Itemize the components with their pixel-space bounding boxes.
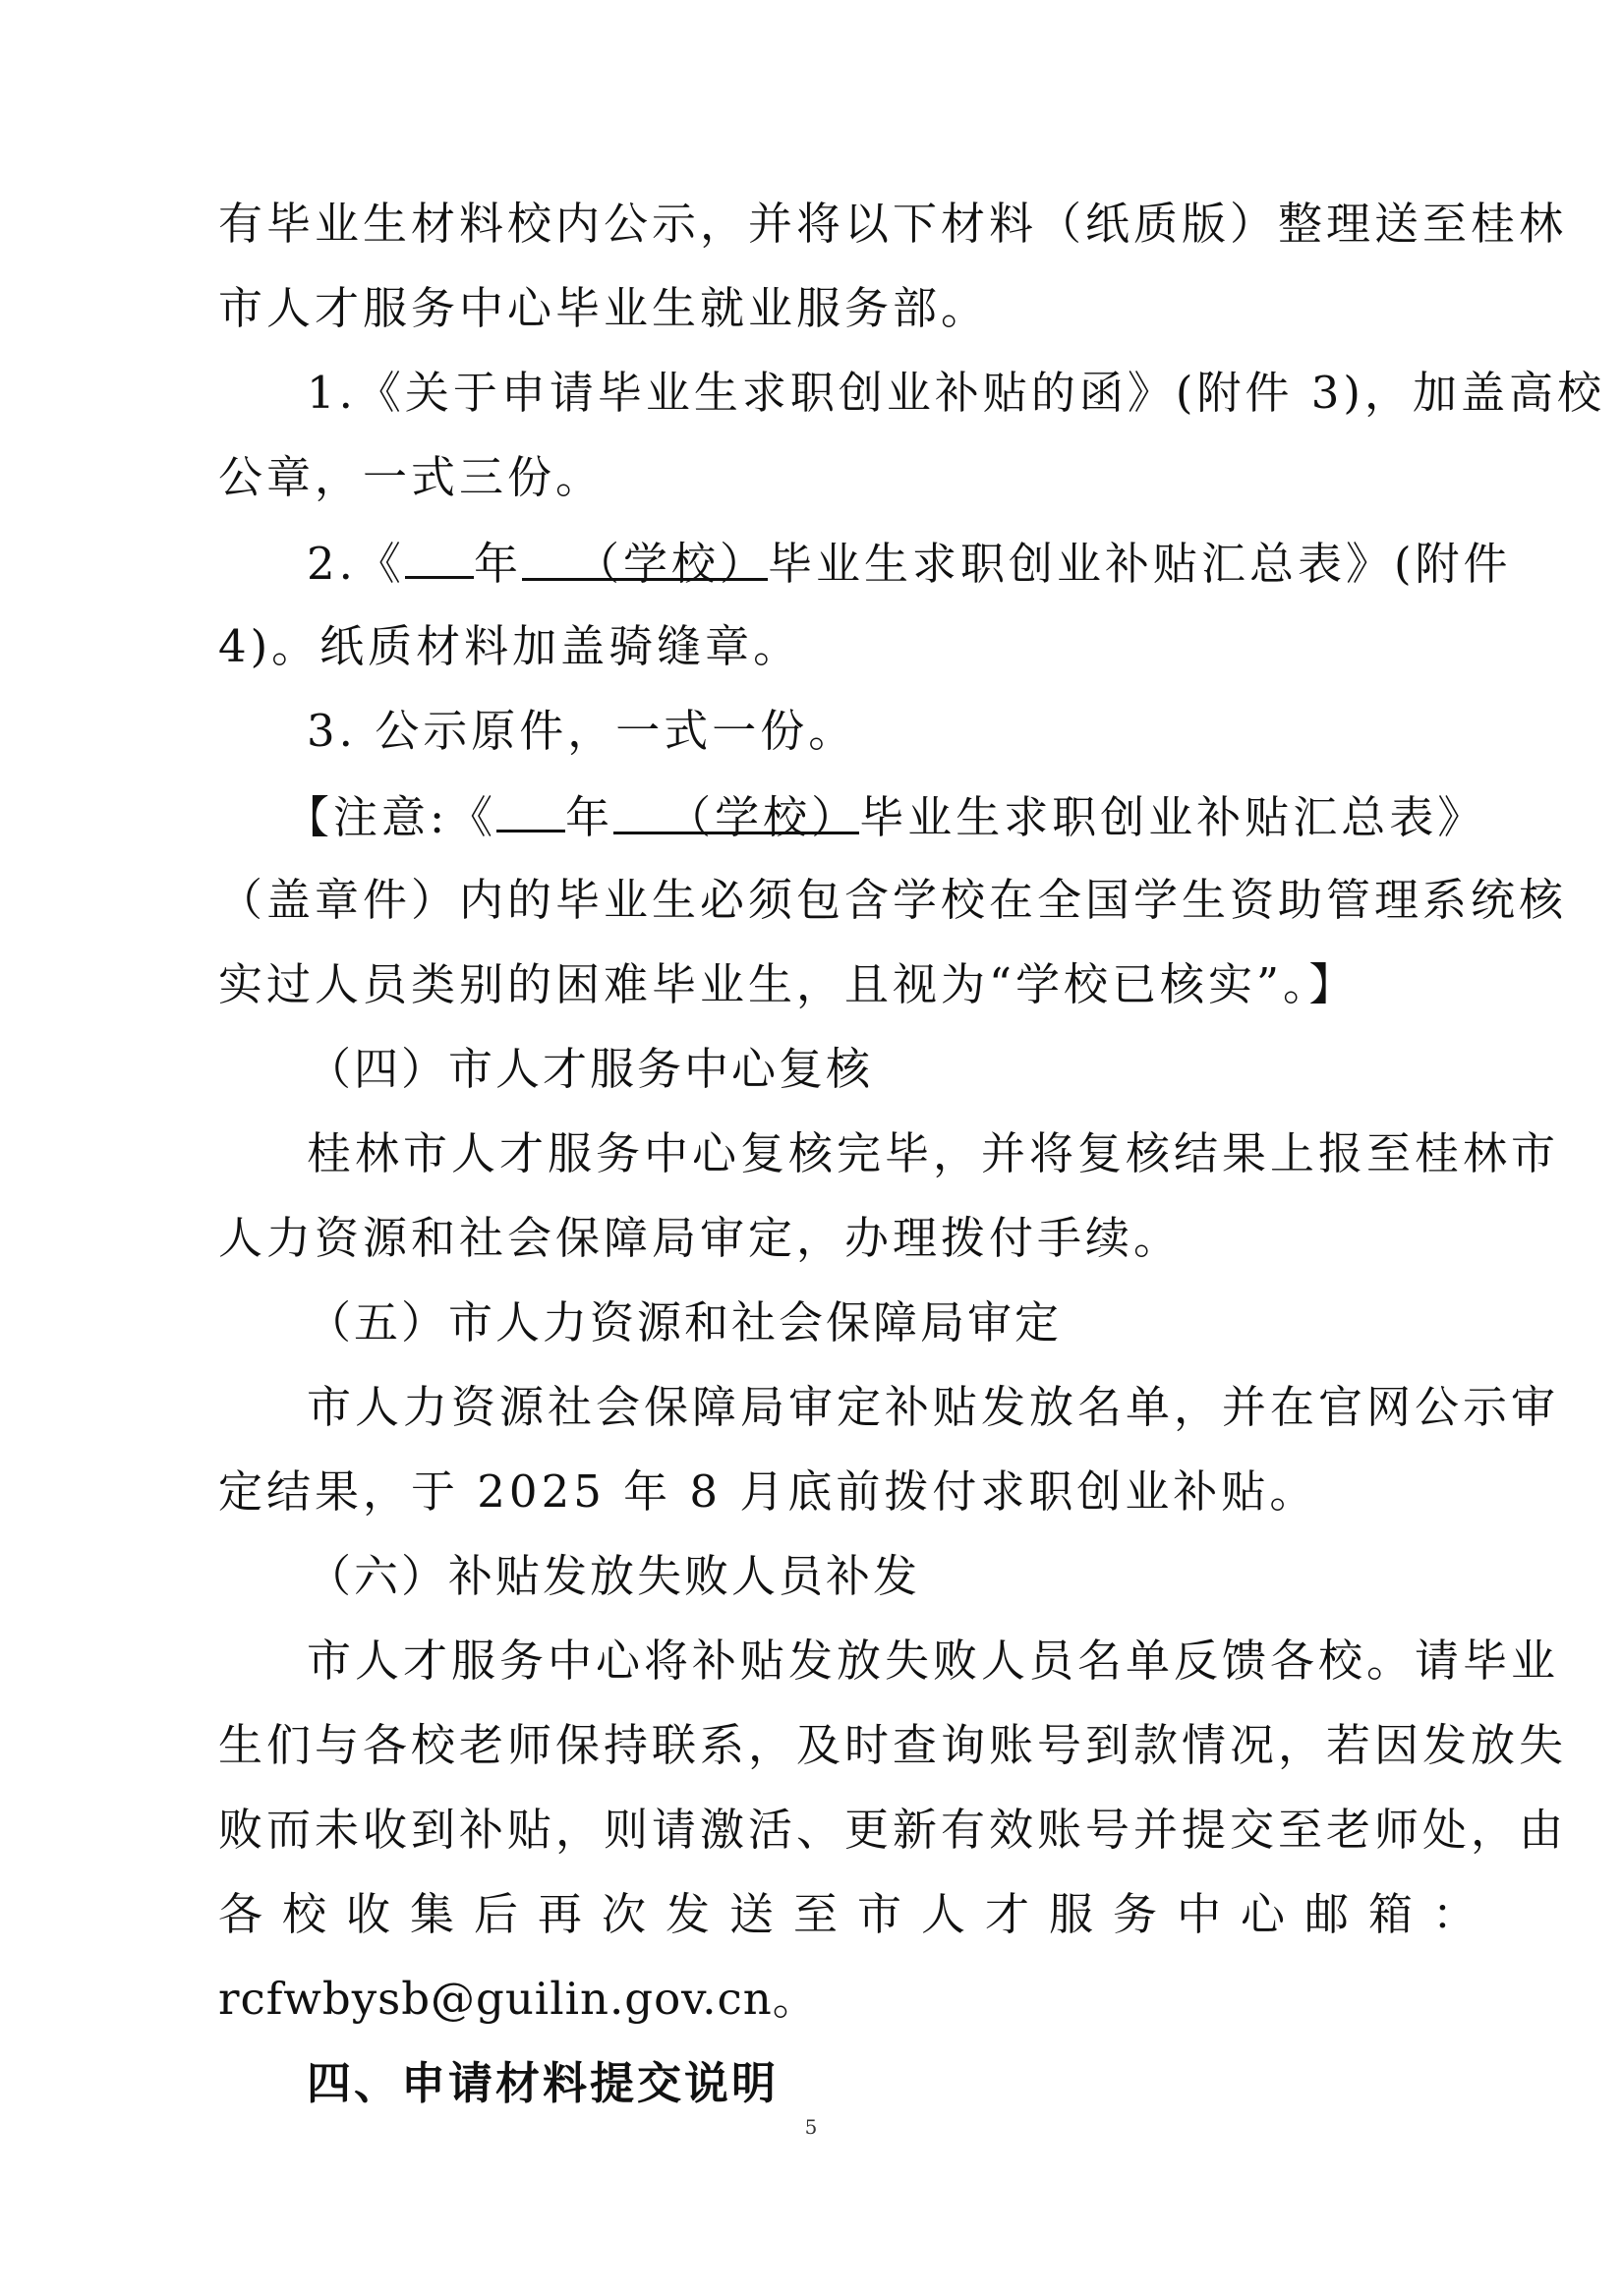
item2-school-label: （学校） <box>574 538 768 590</box>
section6-line3: 败而未收到补贴，则请激活、更新有效账号并提交至老师处，由 <box>218 1804 1568 1856</box>
item2-prefix: 2.《 <box>307 538 405 590</box>
item2-school-blank <box>522 535 768 590</box>
item2-line1 <box>307 533 1512 594</box>
item2-year-blank <box>405 533 474 579</box>
note-line3: 实过人员类别的困难毕业生，且视为“学校已核实”。】 <box>218 958 1358 1010</box>
section6-heading: （六）补贴发放失败人员补发 <box>307 1550 921 1602</box>
section4-heading: （四）市人才服务中心复核 <box>307 1043 874 1095</box>
note-year-label: 年 <box>565 791 614 843</box>
item2-suffix: 毕业生求职创业补贴汇总表》(附件 <box>767 538 1512 590</box>
section6-line4: 各校收集后再次发送至市人才服务中心邮箱： <box>218 1888 1497 1940</box>
section5-line2: 定结果，于 2025 年 8 月底前拨付求职创业补贴。 <box>218 1465 1318 1518</box>
note-suffix: 毕业生求职创业补贴汇总表》 <box>859 791 1486 843</box>
item1-line2: 公章，一式三份。 <box>218 451 605 503</box>
note-school-label: （学校） <box>666 791 860 843</box>
section6-line1: 市人才服务中心将补贴发放失败人员名单反馈各校。请毕业 <box>307 1635 1560 1687</box>
section6-email-line <box>218 1970 1437 2029</box>
note-line2: （盖章件）内的毕业生必须包含学校在全国学生资助管理系统核 <box>218 874 1568 926</box>
para1-line1: 有毕业生材料校内公示，并将以下材料（纸质版）整理送至桂林 <box>218 198 1568 250</box>
note-year-blank <box>496 786 565 832</box>
para1-line2: 市人才服务中心毕业生就业服务部。 <box>218 282 990 334</box>
item2-year-label: 年 <box>473 538 522 590</box>
section4-line1: 桂林市人才服务中心复核完毕，并将复核结果上报至桂林市 <box>307 1127 1560 1179</box>
email-period: 。 <box>772 1973 818 2025</box>
note-school-blank <box>613 788 860 843</box>
chapter4-heading: 四、申请材料提交说明 <box>307 2057 780 2109</box>
note-line1 <box>285 786 1486 847</box>
item1-line1: 1.《关于申请毕业生求职创业补贴的函》(附件 3)，加盖高校 <box>307 367 1605 419</box>
item3-line1: 3. 公示原件，一式一份。 <box>307 705 857 757</box>
item2-line2: 4)。纸质材料加盖骑缝章。 <box>218 620 802 672</box>
page-number: 5 <box>804 2115 818 2139</box>
note-prefix: 【注意:《 <box>285 791 497 843</box>
section5-line1: 市人力资源社会保障局审定补贴发放名单，并在官网公示审 <box>307 1381 1560 1433</box>
section6-line2: 生们与各校老师保持联系，及时查询账号到款情况，若因发放失 <box>218 1719 1568 1771</box>
section4-line2: 人力资源和社会保障局审定，办理拨付手续。 <box>218 1212 1183 1264</box>
section5-heading: （五）市人力资源和社会保障局审定 <box>307 1296 1063 1349</box>
contact-email: rcfwbysb@guilin.gov.cn <box>218 1973 773 2025</box>
